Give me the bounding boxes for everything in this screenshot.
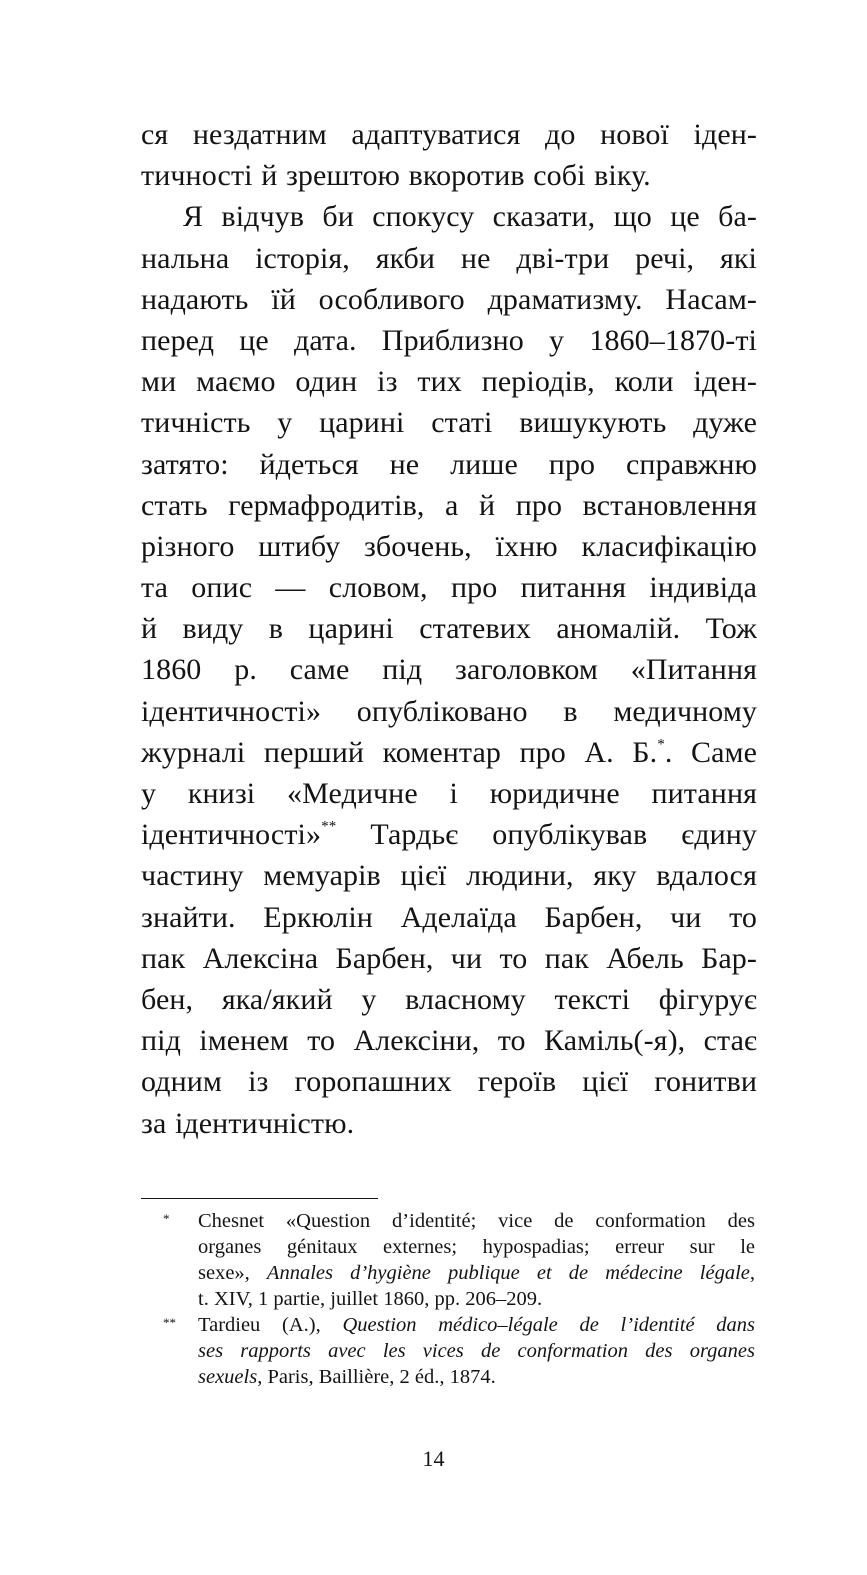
text-line: бен, яка/який у власному тексті фігурує [141, 982, 757, 1016]
paragraph-start-line: Я відчув би спокусу сказати, що це ба- [183, 200, 757, 234]
text-line [141, 814, 757, 855]
text-segment: sexe», [198, 1262, 267, 1284]
footnote-marker: * [163, 1211, 170, 1226]
text-segment: ідентичності» [141, 818, 322, 852]
footnote-line [198, 1312, 755, 1338]
footnote-line [198, 1364, 755, 1390]
text-line: стать гермафродитів, а й про встановлення [141, 488, 757, 522]
text-segment: , Paris, Baillière, 2 éd., 1874. [257, 1366, 496, 1388]
footnote-line [198, 1260, 755, 1286]
text-line: ідентичності» опубліковано в медичному [141, 694, 757, 728]
book-title: Question médico–légale de l’identité dans [342, 1314, 755, 1336]
text-line: та опис — словом, про питання індивіда [141, 571, 757, 605]
text-line: пак Алексіна Барбен, чи то пак Абель Бар- [141, 941, 757, 975]
text-line: й виду в царині статевих аномалій. Тож [141, 612, 757, 646]
footnote-line: organes génitaux externes; hypospadias; erreur sur le [198, 1236, 755, 1258]
footnote-2 [141, 1312, 755, 1390]
body-text [141, 114, 757, 1144]
text-line: перед це дата. Приблизно у 1860–1870-ті [141, 323, 757, 357]
book-title: sexuels [198, 1366, 258, 1388]
text-line: нальна історія, якби не дві-три речі, які [141, 241, 757, 275]
text-segment: . Саме [664, 735, 757, 769]
text-line: ся нездатним адаптуватися до нової іден- [141, 118, 757, 151]
footnote-line: Chesnet «Question d’identité; vice de conformation des [198, 1210, 755, 1232]
text-segment: Тардьє опублікував єдину [336, 818, 757, 852]
text-segment: журналі перший коментар про А. Б. [141, 735, 658, 769]
book-title: ses rapports avec les vices de conformation des organes [198, 1340, 755, 1362]
text-line: знайти. Еркюлін Аделаїда Барбен, чи то [141, 900, 757, 934]
text-line: затято: йдеться не лише про справжню [141, 447, 757, 481]
text-line: під іменем то Алексіни, то Каміль(-я), стає [141, 1024, 757, 1058]
footnote-1 [141, 1208, 755, 1312]
page-number: 14 [422, 1446, 445, 1471]
text-segment: Tardieu (A.), [198, 1314, 343, 1336]
text-line: у книзі «Медичне і юридичне питання [141, 777, 757, 810]
footnote-line: t. XIV, 1 partie, juillet 1860, pp. 206–209. [198, 1288, 543, 1310]
text-line [141, 732, 757, 773]
text-line: 1860 р. саме під заголовком «Питання [141, 653, 757, 687]
footnote-ref-2[interactable]: ** [321, 818, 337, 835]
text-segment: , [749, 1262, 755, 1284]
text-line: за ідентичністю. [141, 1106, 355, 1140]
footnote-line [198, 1338, 755, 1364]
text-line: тичності й зрештою вкоротив собі віку. [141, 159, 651, 193]
text-line: тичність у царині статі вишукують дуже [141, 406, 757, 440]
text-line: частину мемуарів цієї людини, яку вдалося [141, 859, 757, 893]
text-line: надають їй особливого драматизму. Насам- [141, 282, 757, 316]
text-line: ми маємо один із тих періодів, коли іден- [141, 365, 757, 399]
footnote-ref-1[interactable]: * [657, 736, 665, 753]
footnote-divider [141, 1198, 378, 1199]
journal-title: Annales d’hygiène publique et de médecine légale [266, 1262, 750, 1284]
text-line: різного штибу збочень, їхню класифікацію [141, 529, 757, 563]
text-line: одним із горопашних героїв цієї гонитви [141, 1065, 757, 1099]
footnotes [141, 1208, 755, 1390]
footnote-marker: ** [163, 1315, 176, 1330]
